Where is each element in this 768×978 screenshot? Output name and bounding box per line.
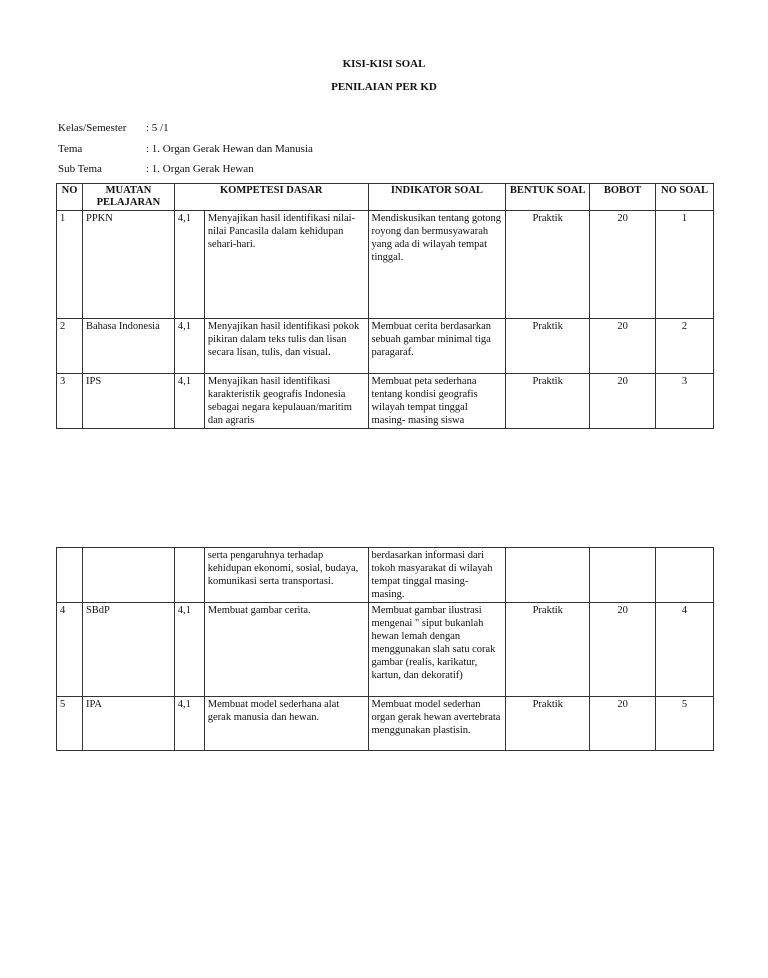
- header-bobot: BOBOT: [590, 184, 656, 211]
- header-nosoal: NO SOAL: [656, 184, 714, 211]
- table-row: [57, 211, 714, 319]
- table-header-row: [57, 184, 714, 211]
- kelas-value: : 5 /1: [146, 122, 169, 134]
- cell-indikator: Membuat cerita berdasarkan sebuah gambar minimal tiga paragaraf.: [368, 319, 506, 374]
- header-no: NO: [57, 184, 83, 211]
- cell-kd-no: 4,1: [174, 374, 204, 429]
- header-bentuk: BENTUK SOAL: [506, 184, 590, 211]
- cell-no: 1: [57, 211, 83, 319]
- tema-label: Tema: [58, 143, 83, 155]
- table-row: [57, 374, 714, 429]
- document-title: KISI-KISI SOAL: [342, 58, 426, 70]
- cell-kd-no: 4,1: [174, 211, 204, 319]
- cell-indikator: Membuat gambar ilustrasi mengenai " siput bukanlah hewan lemah dengan menggunakan slah satu corak gambar (realis, karikatur, kartun, dan dekoratif): [368, 603, 506, 697]
- cell-nosoal: 4: [656, 603, 714, 697]
- cell-muatan: Bahasa Indonesia: [82, 319, 174, 374]
- cell-nosoal: 1: [656, 211, 714, 319]
- cell-no: 3: [57, 374, 83, 429]
- cell-nosoal: 5: [656, 697, 714, 751]
- cell-kd: serta pengaruhnya terhadap kehidupan ekonomi, sosial, budaya, komunikasi serta transportasi.: [204, 548, 368, 603]
- cell-muatan: IPA: [82, 697, 174, 751]
- table-row: [57, 319, 714, 374]
- table-row: [57, 697, 714, 751]
- cell-kd: Menyajikan hasil identifikasi karakteristik geografis Indonesia sebagai negara kepulauan/maritim dan agraris: [204, 374, 368, 429]
- meta-tema: [58, 143, 313, 155]
- cell-bentuk: Praktik: [506, 603, 590, 697]
- cell-kd-no: 4,1: [174, 603, 204, 697]
- tema-value: : 1. Organ Gerak Hewan dan Manusia: [146, 143, 313, 155]
- cell-bobot: 20: [590, 374, 656, 429]
- cell-kd: Menyajikan hasil identifikasi nilai-nilai Pancasila dalam kehidupan sehari-hari.: [204, 211, 368, 319]
- cell-bobot: 20: [590, 603, 656, 697]
- cell-kd-no: 4,1: [174, 697, 204, 751]
- cell-bobot: 20: [590, 319, 656, 374]
- cell-nosoal: 3: [656, 374, 714, 429]
- cell-bentuk: [506, 548, 590, 603]
- subtema-value: : 1. Organ Gerak Hewan: [146, 163, 254, 175]
- cell-no: [57, 548, 83, 603]
- cell-indikator: Mendiskusikan tentang gotong royong dan bermusyawarah yang ada di wilayah tempat tinggal.: [368, 211, 506, 319]
- header-muatan: MUATAN PELAJARAN: [82, 184, 174, 211]
- cell-bobot: 20: [590, 697, 656, 751]
- cell-indikator: Membuat peta sederhana tentang kondisi geografis wilayah tempat tinggal masing- masing siswa: [368, 374, 506, 429]
- cell-kd-no: [174, 548, 204, 603]
- cell-kd: Membuat gambar cerita.: [204, 603, 368, 697]
- table-row: [57, 603, 714, 697]
- document-subtitle: PENILAIAN PER KD: [331, 81, 437, 93]
- cell-indikator: Membuat model sederhan organ gerak hewan avertebrata menggunakan plastisin.: [368, 697, 506, 751]
- cell-muatan: SBdP: [82, 603, 174, 697]
- cell-bobot: [590, 548, 656, 603]
- cell-muatan: PPKN: [82, 211, 174, 319]
- kelas-label: Kelas/Semester: [58, 122, 127, 134]
- cell-bentuk: Praktik: [506, 319, 590, 374]
- cell-nosoal: 2: [656, 319, 714, 374]
- cell-kd: Membuat model sederhana alat gerak manusia dan hewan.: [204, 697, 368, 751]
- cell-muatan: [82, 548, 174, 603]
- table-row: [57, 548, 714, 603]
- meta-kelas: [58, 122, 169, 134]
- cell-bobot: 20: [590, 211, 656, 319]
- cell-kd-no: 4,1: [174, 319, 204, 374]
- cell-bentuk: Praktik: [506, 697, 590, 751]
- header-indikator: INDIKATOR SOAL: [368, 184, 506, 211]
- cell-no: 4: [57, 603, 83, 697]
- kisi-table-page2: [56, 547, 714, 751]
- kisi-table-page1: [56, 183, 714, 429]
- cell-bentuk: Praktik: [506, 211, 590, 319]
- cell-indikator: berdasarkan informasi dari tokoh masyarakat di wilayah tempat tinggal masing- masing.: [368, 548, 506, 603]
- subtema-label: Sub Tema: [58, 163, 102, 175]
- meta-subtema: [58, 163, 254, 175]
- cell-nosoal: [656, 548, 714, 603]
- cell-no: 2: [57, 319, 83, 374]
- cell-muatan: IPS: [82, 374, 174, 429]
- cell-bentuk: Praktik: [506, 374, 590, 429]
- header-kd: KOMPETESI DASAR: [174, 184, 368, 211]
- cell-no: 5: [57, 697, 83, 751]
- cell-kd: Menyajikan hasil identifikasi pokok pikiran dalam teks tulis dan lisan secara lisan, tulis, dan visual.: [204, 319, 368, 374]
